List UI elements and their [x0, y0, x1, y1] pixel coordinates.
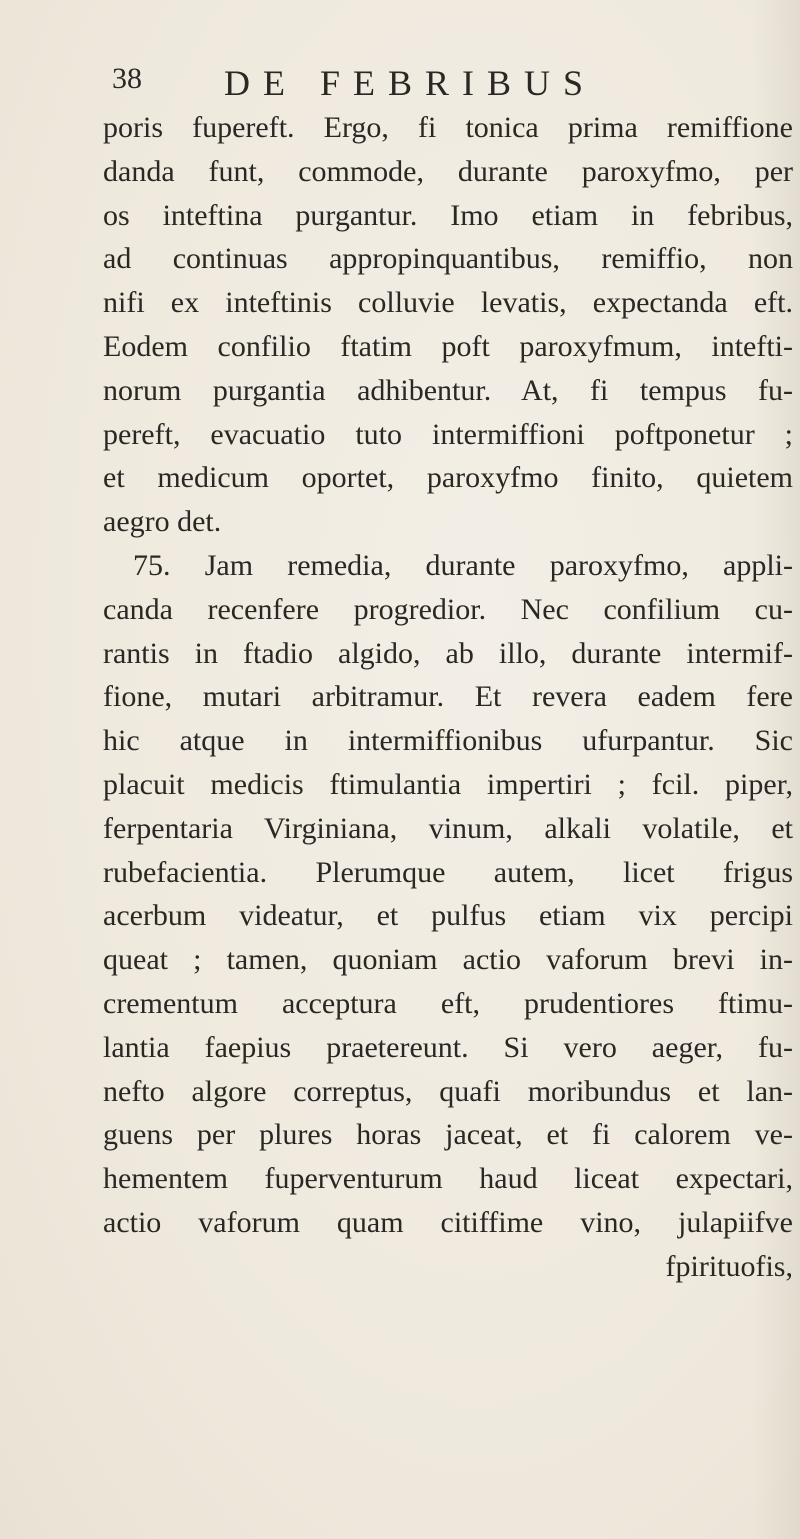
text-line: Eodem confilio ftatim poft paroxyfmum, intefti- — [103, 329, 793, 363]
text-line: 75. Jam remedia, durante paroxyfmo, appli- — [133, 548, 793, 582]
text-line: aegro det. — [103, 505, 222, 539]
text-line: crementum acceptura eft, prudentiores ftimu- — [103, 986, 793, 1020]
text-line: et medicum oportet, paroxyfmo finito, quietem — [103, 461, 793, 495]
text-line: placuit medicis ftimulantia impertiri ; fcil. piper, — [103, 767, 793, 801]
body-text — [103, 106, 793, 1289]
text-line: canda recenfere progredior. Nec confilium cu- — [103, 592, 793, 626]
text-line: ferpentaria Virginiana, vinum, alkali volatile, et — [103, 811, 793, 845]
text-line: hic atque in intermiffionibus ufurpantur. Sic — [103, 724, 793, 758]
text-line: os inteftina purgantur. Imo etiam in febribus, — [103, 198, 793, 232]
text-line: guens per plures horas jaceat, et fi calorem ve- — [103, 1118, 793, 1152]
text-line: nefto algore correptus, quafi moribundus et lan- — [103, 1074, 793, 1108]
text-line: ad continuas appropinquantibus, remiffio, non — [103, 242, 793, 276]
text-line: danda funt, commode, durante paroxyfmo, per — [103, 154, 793, 188]
text-line: rubefacientia. Plerumque autem, licet frigus — [103, 855, 793, 889]
text-line: rantis in ftadio algido, ab illo, durante intermif- — [103, 636, 793, 670]
catchword: fpirituofis, — [665, 1249, 793, 1283]
text-line: queat ; tamen, quoniam actio vaforum brevi in- — [103, 943, 793, 977]
text-line: nifi ex inteftinis colluvie levatis, expectanda eft. — [103, 286, 793, 320]
page-number: 38 — [112, 62, 142, 95]
text-line: pereft, evacuatio tuto intermiffioni poftponetur ; — [103, 417, 793, 451]
text-line: actio vaforum quam citiffime vino, julapiifve — [103, 1205, 793, 1239]
text-line: norum purgantia adhibentur. At, fi tempus fu- — [103, 373, 793, 407]
running-title: DE FEBRIBUS — [224, 63, 597, 103]
text-line: lantia faepius praetereunt. Si vero aeger, fu- — [103, 1030, 793, 1064]
running-head — [0, 62, 800, 102]
text-line: fione, mutari arbitramur. Et revera eadem fere — [103, 680, 793, 714]
text-line: poris fupereft. Ergo, fi tonica prima remiffione — [103, 111, 793, 144]
text-line: acerbum videatur, et pulfus etiam vix percipi — [103, 899, 793, 933]
text-line: hementem fuperventurum haud liceat expectari, — [103, 1162, 793, 1196]
